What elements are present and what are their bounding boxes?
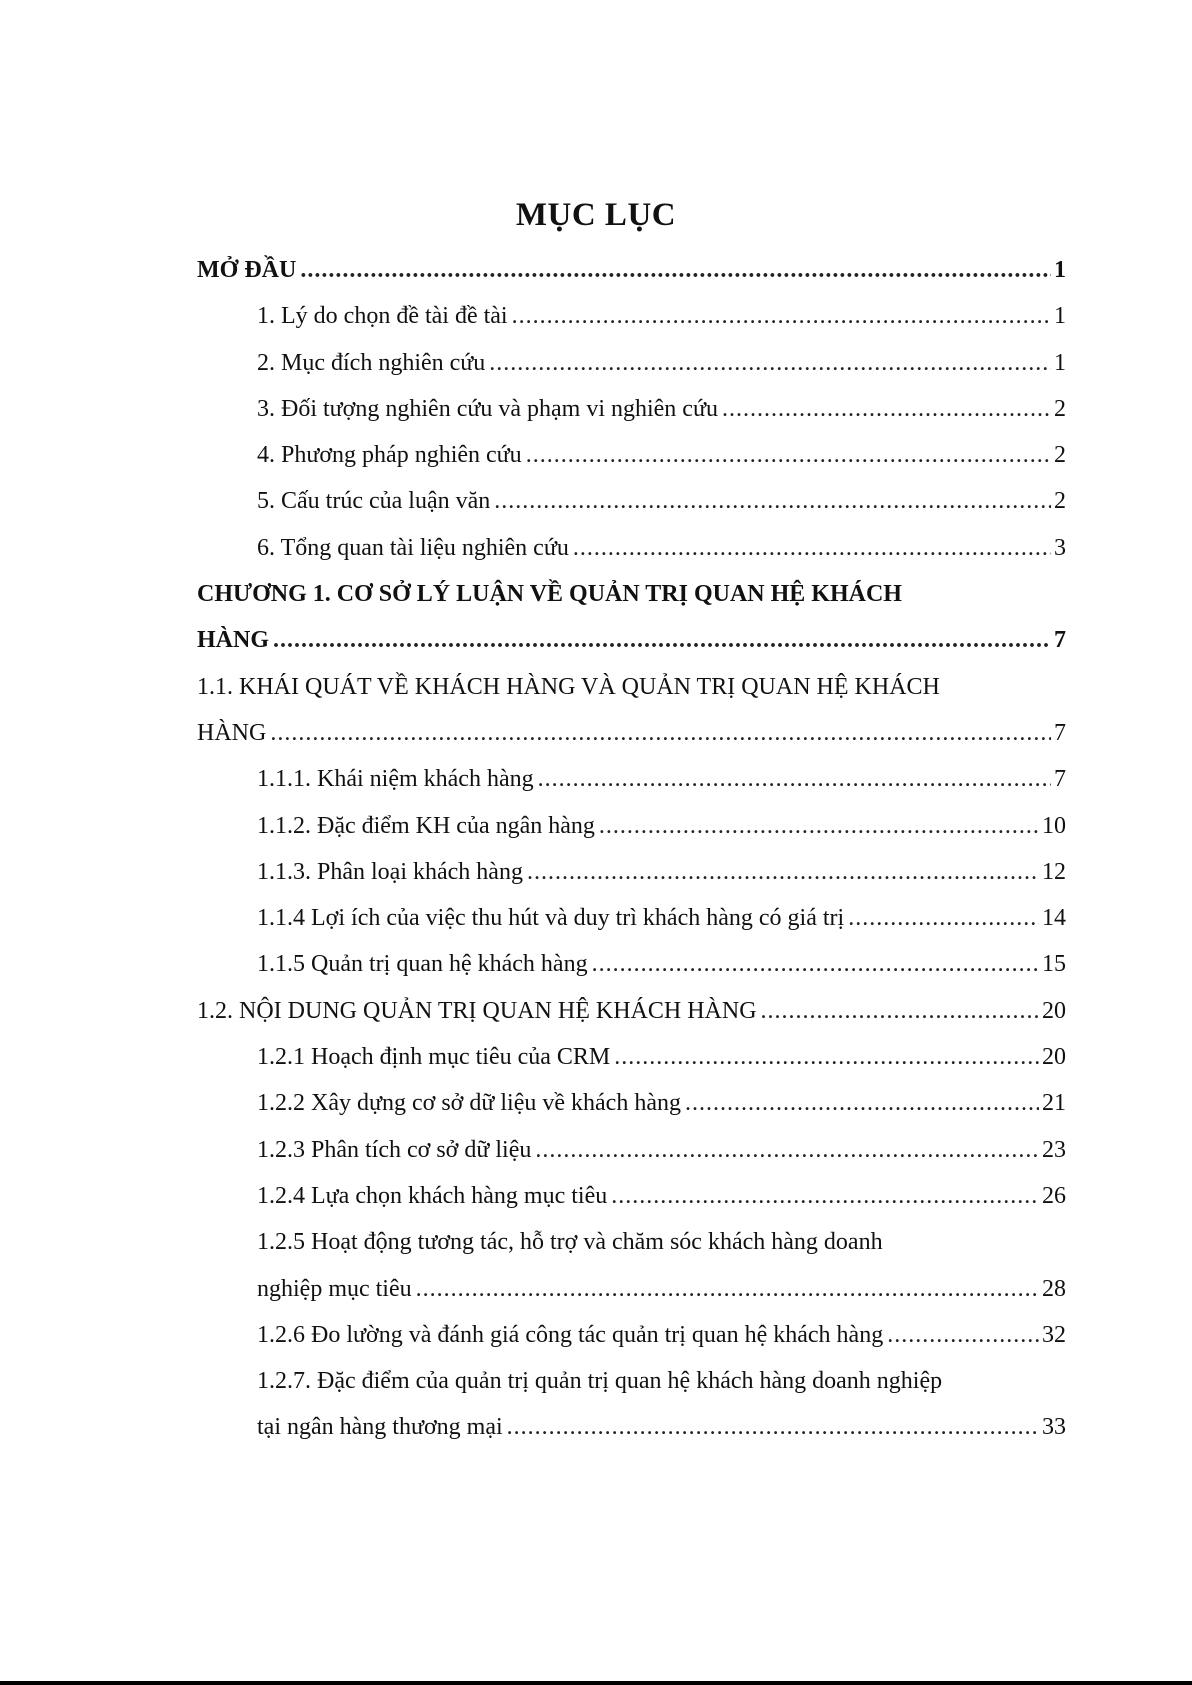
toc-page-number: 3 [1054,534,1066,561]
toc-entry-section-1-1 [197,664,1066,757]
toc-page-number: 7 [1054,766,1066,793]
dot-leader [416,1266,1039,1312]
toc-page-number: 7 [1054,627,1066,654]
toc-entry-text: 1.1.3. Phân loại khách hàng [257,858,523,885]
dot-leader [527,849,1039,895]
toc-entry-text: CHƯƠNG 1. CƠ SỞ LÝ LUẬN VỀ QUẢN TRỊ QUAN HỆ KHÁCH [197,581,902,608]
dot-leader [599,803,1039,849]
toc-entry [197,895,1066,941]
toc-entry [197,293,1066,339]
toc-page-number: 15 [1042,951,1066,978]
toc-entry-text: 2. Mục đích nghiên cứu [257,349,486,376]
toc-entry [197,1173,1066,1219]
dot-leader [761,988,1039,1034]
dot-leader [614,1034,1039,1080]
toc-entry-text: 1.2.3 Phân tích cơ sở dữ liệu [257,1136,532,1163]
dot-leader [526,432,1051,478]
toc-entry-text: 1.1. KHÁI QUÁT VỀ KHÁCH HÀNG VÀ QUẢN TRỊ QUAN HỆ KHÁCH [197,673,940,700]
toc-page-number: 2 [1054,442,1066,469]
toc-entry-text: 1.2.2 Xây dựng cơ sở dữ liệu về khách hàng [257,1090,681,1117]
dot-leader [887,1312,1039,1358]
toc-entry-text: 3. Đối tượng nghiên cứu và phạm vi nghiên cứu [257,395,718,422]
toc-page-number: 14 [1042,905,1066,932]
toc-entry [197,849,1066,895]
toc-entry [197,386,1066,432]
toc-entry [197,340,1066,386]
toc-entry [197,478,1066,524]
toc-entry [197,756,1066,802]
toc-entry-text: 1. Lý do chọn đề tài đề tài [257,303,508,330]
dot-leader [535,1127,1039,1173]
toc-entry [197,1080,1066,1126]
toc-page-number: 20 [1042,1044,1066,1071]
toc-entry-text: 1.2.7. Đặc điểm của quản trị quản trị quan hệ khách hàng doanh nghiệp [257,1368,943,1395]
dot-leader [507,1404,1039,1450]
toc-entry-text: 1.1.5 Quản trị quan hệ khách hàng [257,951,588,978]
toc-page-number: 1 [1054,303,1066,330]
toc-entry-text: 1.1.1. Khái niệm khách hàng [257,766,534,793]
dot-leader [848,895,1039,941]
toc-entry-text-continued: HÀNG [197,627,269,654]
table-of-contents [197,247,1066,1451]
toc-page-number: 32 [1042,1321,1066,1348]
toc-entry-text-continued: HÀNG [197,719,267,746]
toc-page-number: 26 [1042,1182,1066,1209]
toc-entry-section-1-2 [197,988,1066,1034]
toc-entry [197,1312,1066,1358]
page-bottom-edge [0,1681,1192,1685]
toc-entry-chapter-1 [197,571,1066,664]
toc-entry-text-continued: nghiệp mục tiêu [257,1275,412,1302]
dot-leader [273,617,1051,663]
toc-page-number: 2 [1054,395,1066,422]
dot-leader [270,710,1051,756]
toc-entry-text: 1.2.5 Hoạt động tương tác, hỗ trợ và chăm sóc khách hàng doanh [257,1229,883,1256]
toc-entry [197,525,1066,571]
toc-page-number: 1 [1054,257,1066,283]
toc-entry-text: MỞ ĐẦU [197,257,297,283]
toc-page-number: 1 [1054,349,1066,376]
toc-entry-text: 1.2.4 Lựa chọn khách hàng mục tiêu [257,1182,608,1209]
toc-page-number: 23 [1042,1136,1066,1163]
toc-page-number: 10 [1042,812,1066,839]
dot-leader [494,478,1051,524]
toc-entry-text: 6. Tổng quan tài liệu nghiên cứu [257,534,569,561]
toc-entry-text: 1.2.1 Hoạch định mục tiêu của CRM [257,1044,611,1071]
toc-title: MỤC LỤC [515,197,677,233]
toc-entry-text: 5. Cấu trúc của luận văn [257,488,491,515]
toc-page-number: 21 [1042,1090,1066,1117]
dot-leader [592,941,1039,987]
toc-page-number: 7 [1054,719,1066,746]
toc-page-number: 33 [1042,1414,1066,1441]
dot-leader [489,340,1051,386]
toc-entry-text: 1.2. NỘI DUNG QUẢN TRỊ QUAN HỆ KHÁCH HÀNG [197,997,757,1024]
toc-entry-text-continued: tại ngân hàng thương mại [257,1414,503,1441]
dot-leader [611,1173,1039,1219]
dot-leader [722,386,1051,432]
dot-leader [538,756,1051,802]
dot-leader [512,293,1051,339]
toc-entry [197,1127,1066,1173]
toc-entry-text: 1.1.2. Đặc điểm KH của ngân hàng [257,812,595,839]
toc-entry-text: 1.1.4 Lợi ích của việc thu hút và duy trì khách hàng có giá trị [257,905,845,932]
toc-entry [197,941,1066,987]
toc-entry [197,432,1066,478]
toc-entry [197,1219,1066,1312]
toc-page-number: 20 [1042,997,1066,1024]
toc-page-number: 2 [1054,488,1066,515]
dot-leader [573,525,1051,571]
dot-leader [300,247,1051,293]
toc-page-number: 12 [1042,858,1066,885]
toc-entry [197,1358,1066,1451]
toc-entry [197,803,1066,849]
toc-page-number: 28 [1042,1275,1066,1302]
dot-leader [685,1080,1039,1126]
toc-entry-mo-dau [197,247,1066,293]
toc-entry [197,1034,1066,1080]
toc-entry-text: 1.2.6 Đo lường và đánh giá công tác quản trị quan hệ khách hàng [257,1321,884,1348]
toc-entry-text: 4. Phương pháp nghiên cứu [257,442,522,469]
